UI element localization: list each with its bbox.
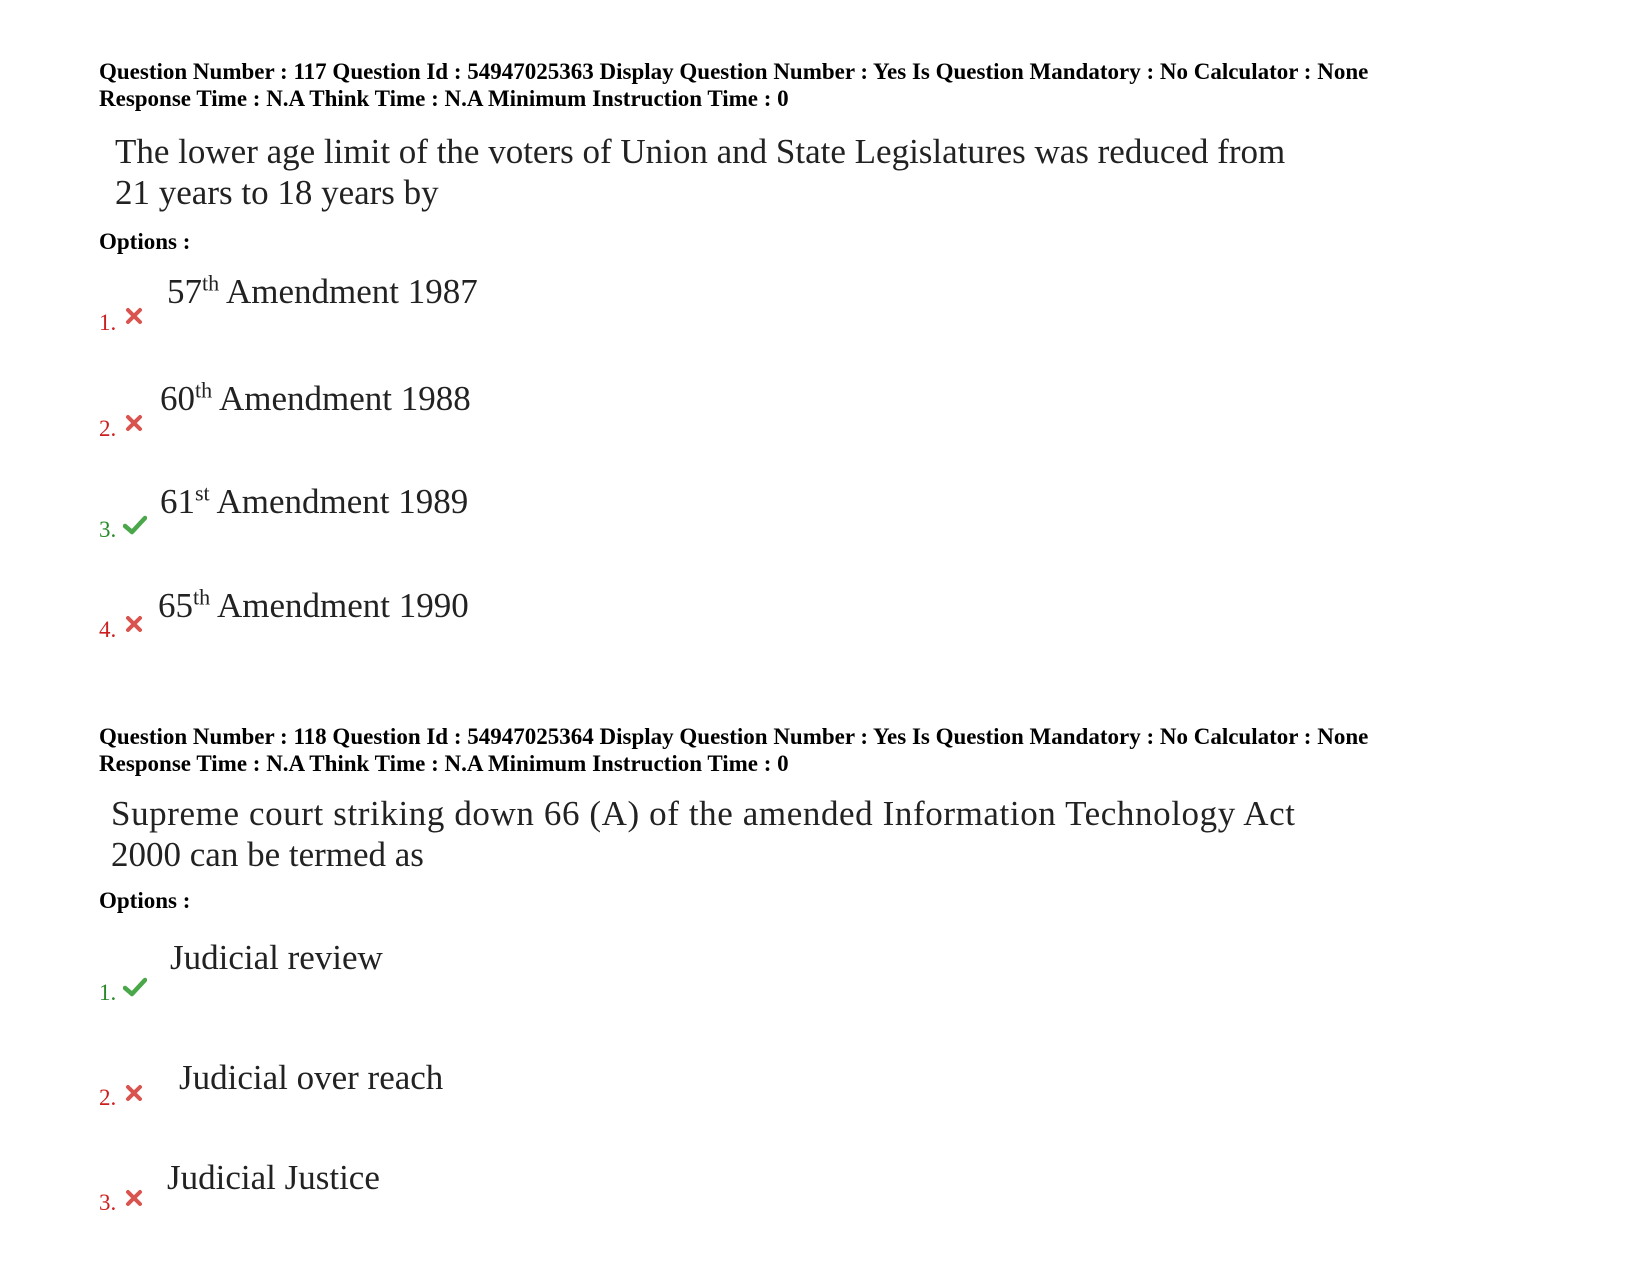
question-117-option-1-text: 57th Amendment 1987 (167, 270, 478, 311)
question-118-option-2-text: Judicial over reach (179, 1058, 444, 1097)
question-118-option-2-number: 2. (99, 1085, 117, 1110)
question-117-text-line2: 21 years to 18 years by (115, 173, 439, 212)
question-118-options-label: Options : (99, 888, 191, 913)
cross-icon (124, 614, 144, 634)
cross-icon (124, 413, 144, 433)
check-icon (123, 515, 147, 535)
question-118-option-1-text: Judicial review (170, 938, 383, 977)
question-118-option-3-text: Judicial Justice (167, 1158, 380, 1197)
question-118-option-1-number: 1. (99, 980, 117, 1005)
check-icon (123, 977, 147, 997)
question-117-meta-line1: Question Number : 117 Question Id : 54947025363 Display Question Number : Yes Is Question Mandatory : No Calculator : None (99, 59, 1369, 84)
question-118-text-line2: 2000 can be termed as (111, 835, 424, 874)
question-117-meta-line2: Response Time : N.A Think Time : N.A Minimum Instruction Time : 0 (99, 86, 789, 111)
question-117-options-label: Options : (99, 229, 191, 254)
question-117-option-3-text: 61st Amendment 1989 (160, 480, 469, 521)
question-117-option-2-text: 60th Amendment 1988 (160, 377, 471, 418)
question-117-text-line1: The lower age limit of the voters of Union and State Legislatures was reduced from (115, 132, 1286, 171)
cross-icon (124, 1083, 144, 1103)
question-117-option-3-number: 3. (99, 517, 117, 542)
question-118-meta-line2: Response Time : N.A Think Time : N.A Minimum Instruction Time : 0 (99, 751, 789, 776)
question-118-option-3-number: 3. (99, 1190, 117, 1215)
question-118-text-line1: Supreme court striking down 66 (A) of the amended Information Technology Act (111, 794, 1296, 833)
question-117-option-1-number: 1. (99, 310, 117, 335)
question-118-meta-line1: Question Number : 118 Question Id : 54947025364 Display Question Number : Yes Is Question Mandatory : No Calculator : None (99, 724, 1369, 749)
cross-icon (124, 306, 144, 326)
cross-icon (124, 1188, 144, 1208)
question-117-option-4-text: 65th Amendment 1990 (158, 584, 469, 625)
question-117-option-4-number: 4. (99, 617, 117, 642)
question-117-option-2-number: 2. (99, 416, 117, 441)
